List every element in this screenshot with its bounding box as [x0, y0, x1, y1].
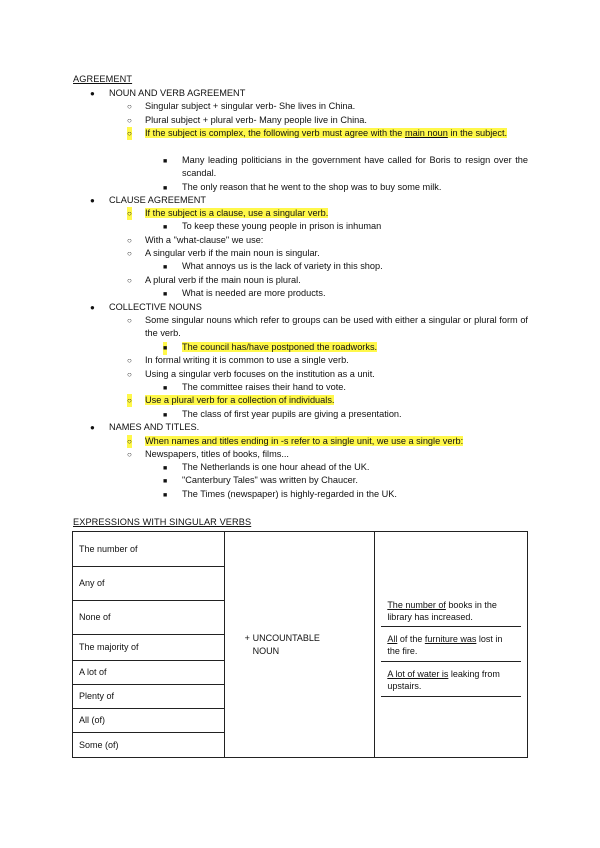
plus-sign: + — [244, 633, 250, 643]
table-cell: The number of — [73, 532, 225, 567]
table-cell: Any of — [73, 567, 225, 601]
section-noun-verb-label: NOUN AND VERB AGREEMENT — [109, 88, 246, 98]
bullet-circle: ○ — [127, 316, 132, 325]
bullet-disc: ● — [90, 196, 95, 205]
example-text: books in the library has increased. — [387, 599, 497, 622]
bullet-square: ■ — [163, 465, 168, 472]
list-item: Using a singular verb focuses on the institution as a unit. — [145, 369, 375, 379]
example-all-of — [381, 627, 521, 662]
list-item: The class of first year pupils are giving a presentation. — [182, 409, 402, 419]
table-row — [73, 532, 528, 567]
bullet-circle: ○ — [127, 127, 132, 140]
bullet-square: ■ — [163, 412, 168, 419]
bullet-circle: ○ — [127, 394, 132, 407]
table-cell: Plenty of — [73, 685, 225, 709]
list-item: In formal writing it is common to use a single verb. — [145, 355, 349, 365]
bullet-square: ■ — [163, 385, 168, 392]
names-rule: When names and titles ending in -s refer to a single unit, we use a single verb: — [145, 436, 464, 446]
list-item: What annoys us is the lack of variety in this shop. — [182, 261, 383, 271]
bullet-circle: ○ — [127, 435, 132, 448]
example-underlined: All — [387, 633, 398, 644]
section-collective-label: COLLECTIVE NOUNS — [109, 302, 202, 312]
example-text: leaking from upstairs. — [387, 668, 500, 691]
list-item: Singular subject + singular verb- She lives in China. — [145, 101, 356, 111]
bullet-square: ■ — [163, 224, 168, 231]
bullet-square: ■ — [163, 291, 168, 298]
table-cell: The majority of — [73, 635, 225, 661]
list-item: To keep these young people in prison is inhuman — [182, 221, 382, 231]
list-item: The committee raises their hand to vote. — [182, 382, 346, 392]
list-item: The only reason that he went to the shop was to buy some milk. — [182, 182, 442, 192]
expressions-table — [72, 531, 528, 758]
list-item: A singular verb if the main noun is singular. — [145, 248, 320, 258]
list-item — [182, 341, 377, 354]
example-underlined: furniture was — [424, 633, 477, 644]
list-item: Some singular nouns which refer to groups can be used with either a singular or plural form of the verb. — [145, 315, 528, 339]
agreement-heading: AGREEMENT — [73, 74, 133, 84]
example-text: of the — [397, 633, 425, 644]
bullet-circle: ○ — [127, 116, 132, 125]
example-text: lost in the fire. — [387, 633, 503, 656]
complex-rule-main-noun: main noun — [404, 128, 448, 138]
table-cell: Some (of) — [73, 733, 225, 758]
list-item: Newspapers, titles of books, films... — [145, 449, 289, 459]
bullet-square: ■ — [163, 158, 168, 165]
bullet-square: ■ — [163, 185, 168, 192]
bullet-square: ■ — [163, 478, 168, 485]
table-cell: All (of) — [73, 709, 225, 733]
complex-rule-pre: If the subject is complex, the following verb must agree with the — [145, 128, 403, 138]
list-item: A plural verb if the main noun is plural. — [145, 275, 301, 285]
section-names-label: NAMES AND TITLES. — [109, 422, 200, 432]
bullet-circle: ○ — [127, 102, 132, 111]
uncountable-line: UNCOUNTABLE — [252, 633, 320, 643]
complex-subject-rule — [145, 127, 528, 140]
list-item: "Canterbury Tales" was written by Chaucer. — [182, 475, 358, 485]
example-underlined: A lot of water is — [387, 668, 449, 679]
uncountable-cell — [224, 532, 375, 758]
bullet-circle: ○ — [127, 236, 132, 245]
clause-rule: If the subject is a clause, use a singular verb. — [145, 208, 329, 218]
list-item: The Netherlands is one hour ahead of the UK. — [182, 462, 370, 472]
complex-rule-post: in the subject. — [450, 128, 508, 138]
plural-collective-rule: Use a plural verb for a collection of individuals. — [145, 395, 335, 405]
collective-example: The council has/have postponed the roadworks. — [182, 342, 378, 352]
uncountable-label — [253, 632, 320, 657]
bullet-square: ■ — [163, 492, 168, 499]
expressions-heading: EXPRESSIONS WITH SINGULAR VERBS — [73, 517, 252, 527]
list-item: What is needed are more products. — [182, 288, 326, 298]
bullet-square: ■ — [163, 264, 168, 271]
bullet-circle: ○ — [127, 370, 132, 379]
list-item — [145, 394, 334, 407]
list-item: The Times (newspaper) is highly-regarded in the UK. — [182, 489, 397, 499]
examples-cell — [375, 532, 528, 758]
bullet-circle: ○ — [127, 207, 132, 220]
bullet-square: ■ — [163, 342, 167, 355]
section-clause-label: CLAUSE AGREEMENT — [109, 195, 207, 205]
bullet-circle: ○ — [127, 356, 132, 365]
list-item: Plural subject + plural verb- Many people live in China. — [145, 115, 367, 125]
table-cell: A lot of — [73, 661, 225, 685]
bullet-disc: ● — [90, 89, 95, 98]
example-a-lot-of — [381, 662, 521, 697]
list-item — [145, 435, 463, 448]
example-underlined: The number of — [387, 599, 446, 610]
noun-line: NOUN — [252, 645, 280, 656]
bullet-circle: ○ — [127, 276, 132, 285]
bullet-disc: ● — [90, 423, 95, 432]
bullet-disc: ● — [90, 303, 95, 312]
list-item: Many leading politicians in the government have called for Boris to resign over the scandal. — [182, 155, 528, 179]
list-item — [145, 207, 328, 220]
bullet-circle: ○ — [127, 249, 132, 258]
list-item: With a "what-clause" we use: — [145, 235, 264, 245]
example-number-of — [381, 593, 521, 627]
table-cell: None of — [73, 601, 225, 635]
bullet-circle: ○ — [127, 450, 132, 459]
